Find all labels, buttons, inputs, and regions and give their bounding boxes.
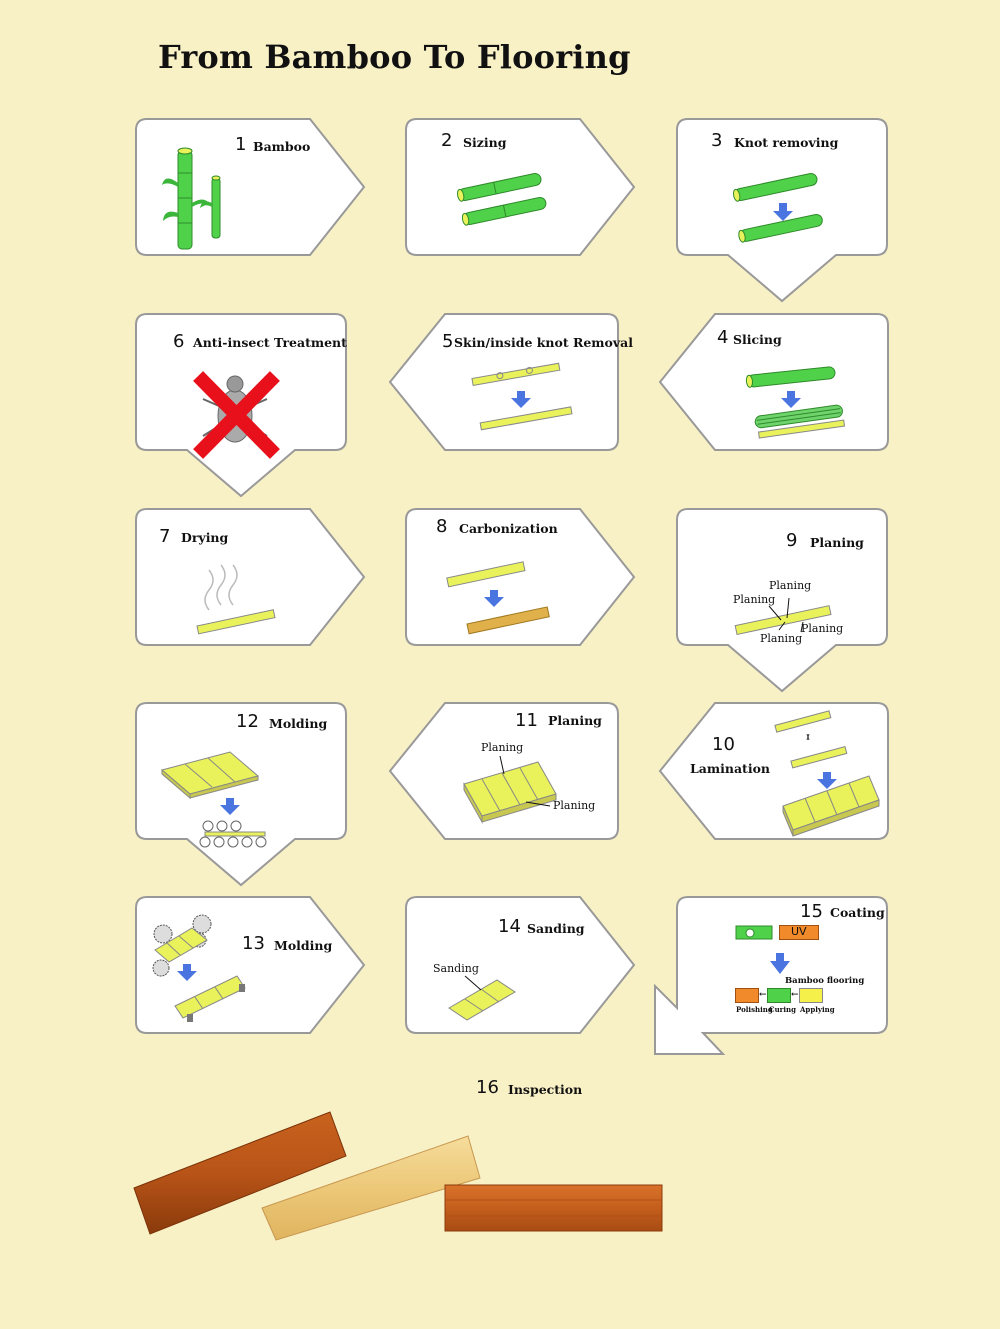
step-label: Molding [274,938,333,953]
flow-arrow: ← [791,990,799,1000]
bamboo-stalk-icon [160,143,260,253]
planing-annotation: Planing [769,579,812,592]
saw-molding-icon [147,914,247,1026]
step-label: Planing [810,535,864,550]
step-14-card [405,896,640,1036]
step-number: 15 [800,901,823,922]
planing-annotation: Planing [553,799,596,812]
planing-annotation: Planing [481,741,524,754]
step-label: Lamination [690,761,770,776]
lamination-icon [773,710,885,838]
step-number: 8 [436,516,448,537]
planing-annotation: Planing [733,593,776,606]
step-10-card [655,702,890,842]
step-number: 7 [159,526,171,547]
step-label: Bamboo [253,139,311,154]
step-number: 5 [442,331,454,352]
step-number: 2 [441,130,453,151]
block-planing-icon [460,750,570,825]
uv-label: UV [791,925,807,938]
applying-label: Applying [800,1005,835,1014]
step-6-card [135,313,349,498]
step-13-card [135,896,370,1036]
step-12-card [135,702,349,887]
polishing-label: Polishing [736,1005,773,1014]
polishing-box [735,988,759,1003]
step-label: Inspection [508,1082,583,1097]
drying-steam-icon [195,560,285,640]
step-15-card [653,896,893,1061]
step-5-card [385,313,633,453]
step-number: 3 [711,130,723,151]
step-label: Sizing [463,135,507,150]
step-number: 9 [786,530,798,551]
step-3-card [676,118,890,303]
slicing-icon [745,363,850,443]
step-number: 4 [717,327,729,348]
step-number: 16 [476,1077,499,1098]
step-label: Knot removing [734,135,839,150]
step-number: 1 [235,134,247,155]
step-label: Coating [830,905,885,920]
flow-arrow: ← [759,990,767,1000]
step-number: 11 [515,710,538,731]
knot-removing-icon [731,173,831,248]
step-4-card [655,313,890,453]
molding-icon [160,742,290,852]
step-label: Sanding [527,921,585,936]
curing-box [767,988,791,1003]
page-title: From Bamboo To Flooring [158,38,631,76]
step-9-card [676,508,890,693]
planing-annotation: Planing [760,632,803,645]
curing-label: Curing [769,1005,796,1014]
step-11-card [385,702,620,842]
step-number: 14 [498,916,521,937]
step-label: Carbonization [459,521,558,536]
applying-box [799,988,823,1003]
planing-annotation: Planing [801,622,844,635]
strip-removal-icon [470,363,580,438]
step-1-card [135,118,370,258]
sanding-board-icon [445,974,525,1024]
step-number: 10 [712,734,735,755]
step-label: Drying [181,530,229,545]
step-label: Skin/inside knot Removal [454,335,633,350]
step-label: Molding [269,716,328,731]
product-label: Bamboo flooring [785,976,865,986]
no-insect-icon [195,371,285,461]
down-arrow-icon [768,952,792,978]
step-number: 13 [242,933,265,954]
carbonization-icon [445,560,555,640]
step-number: 12 [236,711,259,732]
step-label: Planing [548,713,602,728]
step-label: Slicing [733,332,782,347]
uv-roller-icon [735,925,775,941]
step-label: Anti-insect Treatment [193,335,347,350]
step-2-card [405,118,640,258]
step-8-card [405,508,640,648]
sanding-annotation: Sanding [433,962,479,975]
bamboo-tube-icon [455,173,555,233]
flooring-planks-icon [130,1108,670,1243]
step-7-card [135,508,370,648]
step-number: 6 [173,331,185,352]
